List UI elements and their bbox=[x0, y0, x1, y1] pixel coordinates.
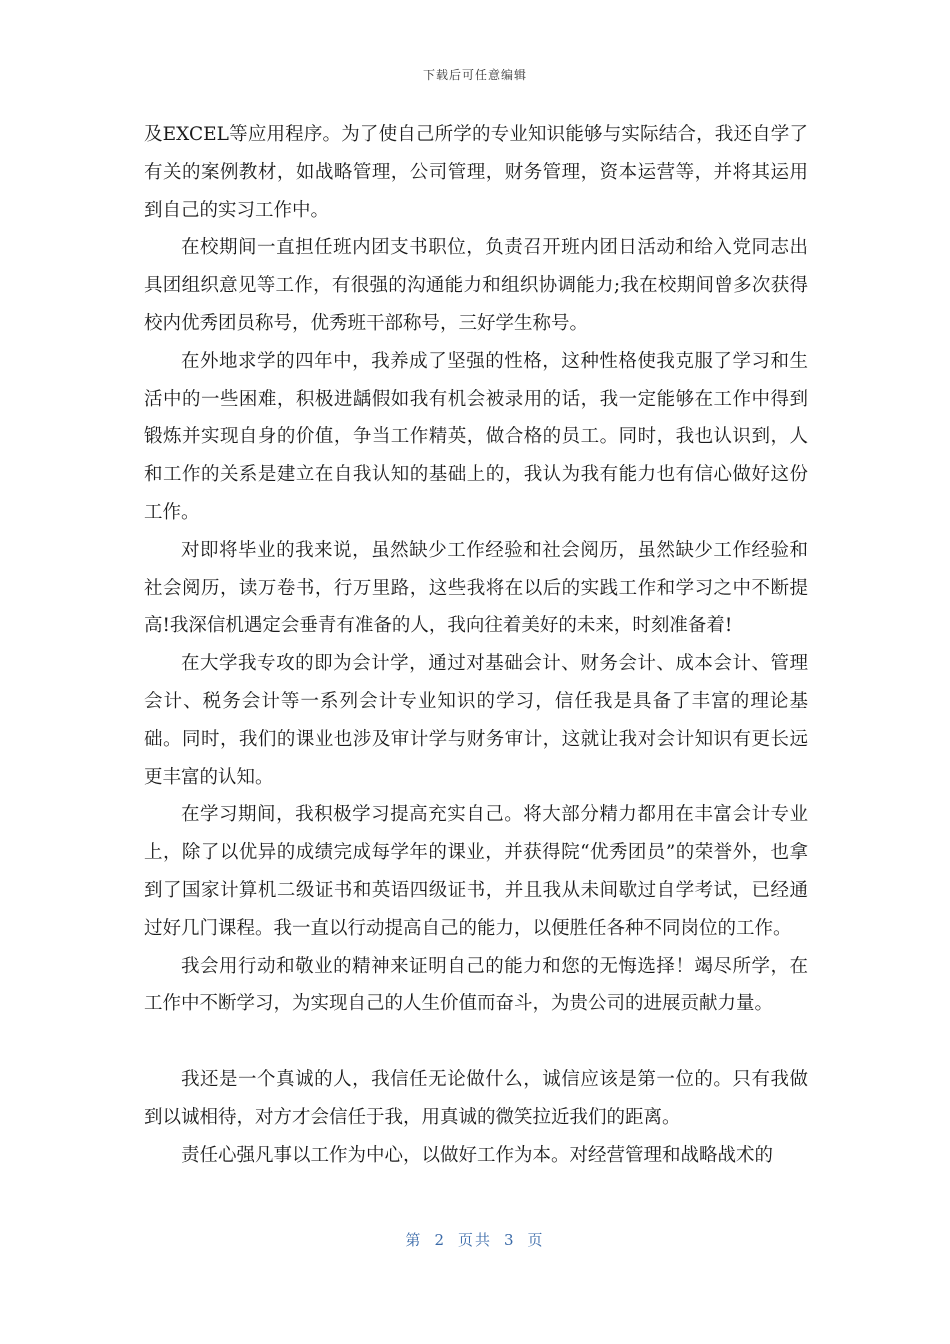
paragraph-accounting-major: 在大学我专攻的即为会计学，通过对基础会计、财务会计、成本会计、管理会计、税务会计等一系列会计专业知识的学习，信任我是具备了丰富的理论基础。同时，我们的课业也涉及审计学与财务审计，这就让我对会计知识有更长远更丰富的认知。 bbox=[144, 653, 808, 788]
paragraph-character: 在外地求学的四年中，我养成了坚强的性格，这种性格使我克服了学习和生活中的一些困难，积极进龋假如我有机会被录用的话，我一定能够在工作中得到锻炼并实现自身的价值，争当工作精英，做合格的员工。同时，我也认识到，人和工作的关系是建立在自我认知的基础上的，我认为我有能力也有信心做好这份工作。 bbox=[144, 350, 808, 523]
footer-current-page: 2 bbox=[434, 1231, 446, 1249]
paragraph-commitment: 我会用行动和敬业的精神来证明自己的能力和您的无悔选择！竭尽所学，在工作中不断学习，为实现自己的人生价值而奋斗，为贵公司的进展贡献力量。 bbox=[144, 955, 808, 1015]
footer-middle: 页共 bbox=[457, 1231, 492, 1249]
paragraph-continuation: 及EXCEL等应用程序。为了使自己所学的专业知识能够与实际结合，我还自学了有关的案例教材，如战略管理，公司管理，财务管理，资本运营等，并将其运用到自己的实习工作中。 bbox=[144, 124, 808, 221]
paragraph-sincerity: 我还是一个真诚的人，我信任无论做什么，诚信应该是第一位的。只有我做到以诚相待，对方才会信任于我，用真诚的微笑拉近我们的距离。 bbox=[144, 1068, 808, 1128]
document-body bbox=[144, 116, 808, 1174]
page-header: 下载后可任意编辑 bbox=[422, 68, 527, 82]
footer-total-pages: 3 bbox=[504, 1231, 516, 1249]
paragraph-responsibility: 责任心强凡事以工作为中心，以做好工作为本。对经营管理和战略战术的 bbox=[181, 1144, 774, 1166]
footer-prefix: 第 bbox=[405, 1231, 423, 1249]
footer-suffix: 页 bbox=[527, 1231, 545, 1249]
paragraph-league-secretary: 在校期间一直担任班内团支书职位，负责召开班内团日活动和给入党同志出具团组织意见等工作，有很强的沟通能力和组织协调能力;我在校期间曾多次获得校内优秀团员称号，优秀班干部称号，三好学生称号。 bbox=[144, 237, 808, 334]
paragraph-study-period: 在学习期间，我积极学习提高充实自己。将大部分精力都用在丰富会计专业上，除了以优异的成绩完成每学年的课业，并获得院“优秀团员”的荣誉外，也拿到了国家计算机二级证书和英语四级证书，并且我从未间歇过自学考试，已经通过好几门课程。我一直以行动提高自己的能力，以便胜任各种不同岗位的工作。 bbox=[144, 804, 808, 939]
paragraph-graduation: 对即将毕业的我来说，虽然缺少工作经验和社会阅历，虽然缺少工作经验和社会阅历，读万卷书，行万里路，这些我将在以后的实践工作和学习之中不断提高!我深信机遇定会垂青有准备的人，我向往着美好的未来，时刻准备着! bbox=[144, 539, 808, 637]
page-number-footer bbox=[0, 1229, 950, 1250]
